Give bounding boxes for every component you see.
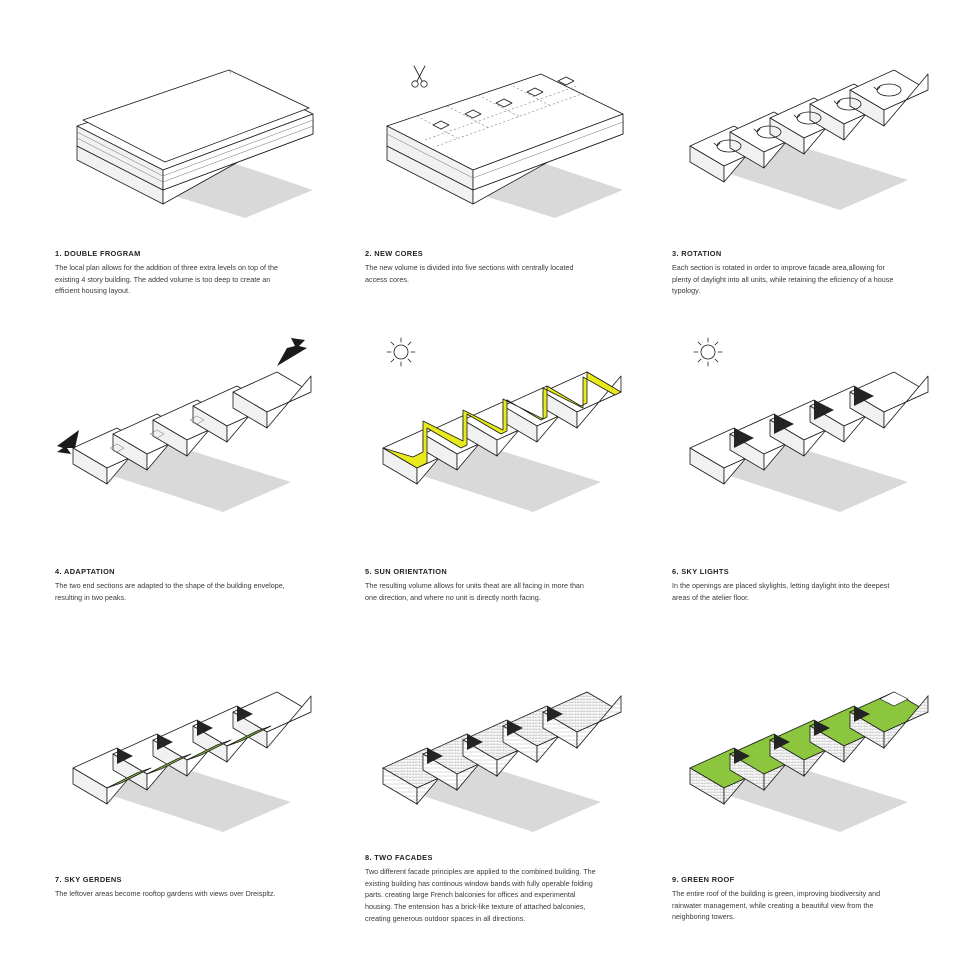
caption-body: The resulting volume allows for units theat are all facing in more than one direction, and where no unit is directly north facing. [365, 580, 584, 602]
figure-sky-lights [672, 330, 960, 520]
panel-rotation [672, 28, 960, 297]
caption-double-frogram [55, 250, 287, 297]
panel-new-cores [365, 28, 665, 285]
drawing-sun-orientation [365, 330, 665, 520]
caption-sky-lights [672, 568, 904, 603]
caption-body: The local plan allows for the addition of three extra levels on top of the existing 4 story building. The added volume is too deep to create an efficient housing layout. [55, 262, 278, 296]
drawing-sky-gerdens [55, 650, 355, 840]
drawing-double-frogram [55, 28, 355, 218]
panel-sky-gerdens [55, 650, 355, 900]
drawing-two-facades [365, 650, 665, 840]
caption-body: The entire roof of the building is green, improving biodiversity and rainwater management, while creating a beautiful view from the neighboring towers. [672, 888, 881, 922]
caption-title: 5. SUN ORIENTATION [365, 567, 448, 576]
caption-body: The new volume is divided into five sections with centrally located access cores. [365, 262, 574, 284]
panel-two-facades [365, 650, 665, 924]
figure-sky-gerdens [55, 650, 355, 840]
drawing-rotation [672, 28, 960, 218]
panel-double-frogram [55, 28, 355, 297]
caption-title: 3. ROTATION [672, 249, 722, 258]
figure-two-facades [365, 650, 665, 840]
figure-double-frogram [55, 28, 355, 218]
panel-sun-orientation [365, 330, 665, 603]
caption-rotation [672, 250, 904, 297]
figure-sun-orientation [365, 330, 665, 520]
figure-new-cores [365, 28, 665, 218]
figure-adaptation [55, 330, 355, 520]
drawing-new-cores [365, 28, 665, 218]
panel-sky-lights [672, 330, 960, 603]
scissors-icon [412, 66, 427, 87]
caption-body: Two different facade principles are applied to the combined building. The existing building has continous window bands with fully operable folding parts. creating large French balconies for offices and experimental housing. The entension has a brick-like texture of attached balconies, creating generous outdoor spaces in all directions. [365, 866, 596, 923]
caption-title: 1. DOUBLE FROGRAM [55, 249, 141, 258]
caption-title: 9. GREEN ROOF [672, 875, 735, 884]
caption-body: In the openings are placed skylights, letting daylight into the deepest areas of the atelier floor. [672, 580, 890, 602]
caption-body: Each section is rotated in order to improve facade area,allowing for plenty of daylight into all units, while retaining the eficiency of a house typology. [672, 262, 894, 296]
drawing-green-roof [672, 650, 960, 840]
caption-sun-orientation [365, 568, 597, 603]
caption-green-roof [672, 876, 904, 923]
figure-rotation [672, 28, 960, 218]
caption-title: 7. SKY GERDENS [55, 875, 122, 884]
drawing-sky-lights [672, 330, 960, 520]
caption-new-cores [365, 250, 597, 285]
caption-title: 8. TWO FACADES [365, 853, 433, 862]
panel-green-roof [672, 650, 960, 923]
caption-title: 4. ADAPTATION [55, 567, 115, 576]
caption-body: The two end sections are adapted to the shape of the building envelope, resulting in two peaks. [55, 580, 285, 602]
figure-green-roof [672, 650, 960, 840]
caption-sky-gerdens [55, 876, 287, 900]
caption-adaptation [55, 568, 287, 603]
caption-title: 2. NEW CORES [365, 249, 424, 258]
caption-title: 6. SKY LIGHTS [672, 567, 729, 576]
caption-two-facades [365, 854, 597, 924]
sun-icon [387, 338, 415, 366]
drawing-adaptation [55, 330, 355, 520]
sun-icon [694, 338, 722, 366]
caption-body: The leftover areas become rooftop gardens with views over Dreispltz. [55, 888, 276, 898]
panel-adaptation [55, 330, 355, 603]
